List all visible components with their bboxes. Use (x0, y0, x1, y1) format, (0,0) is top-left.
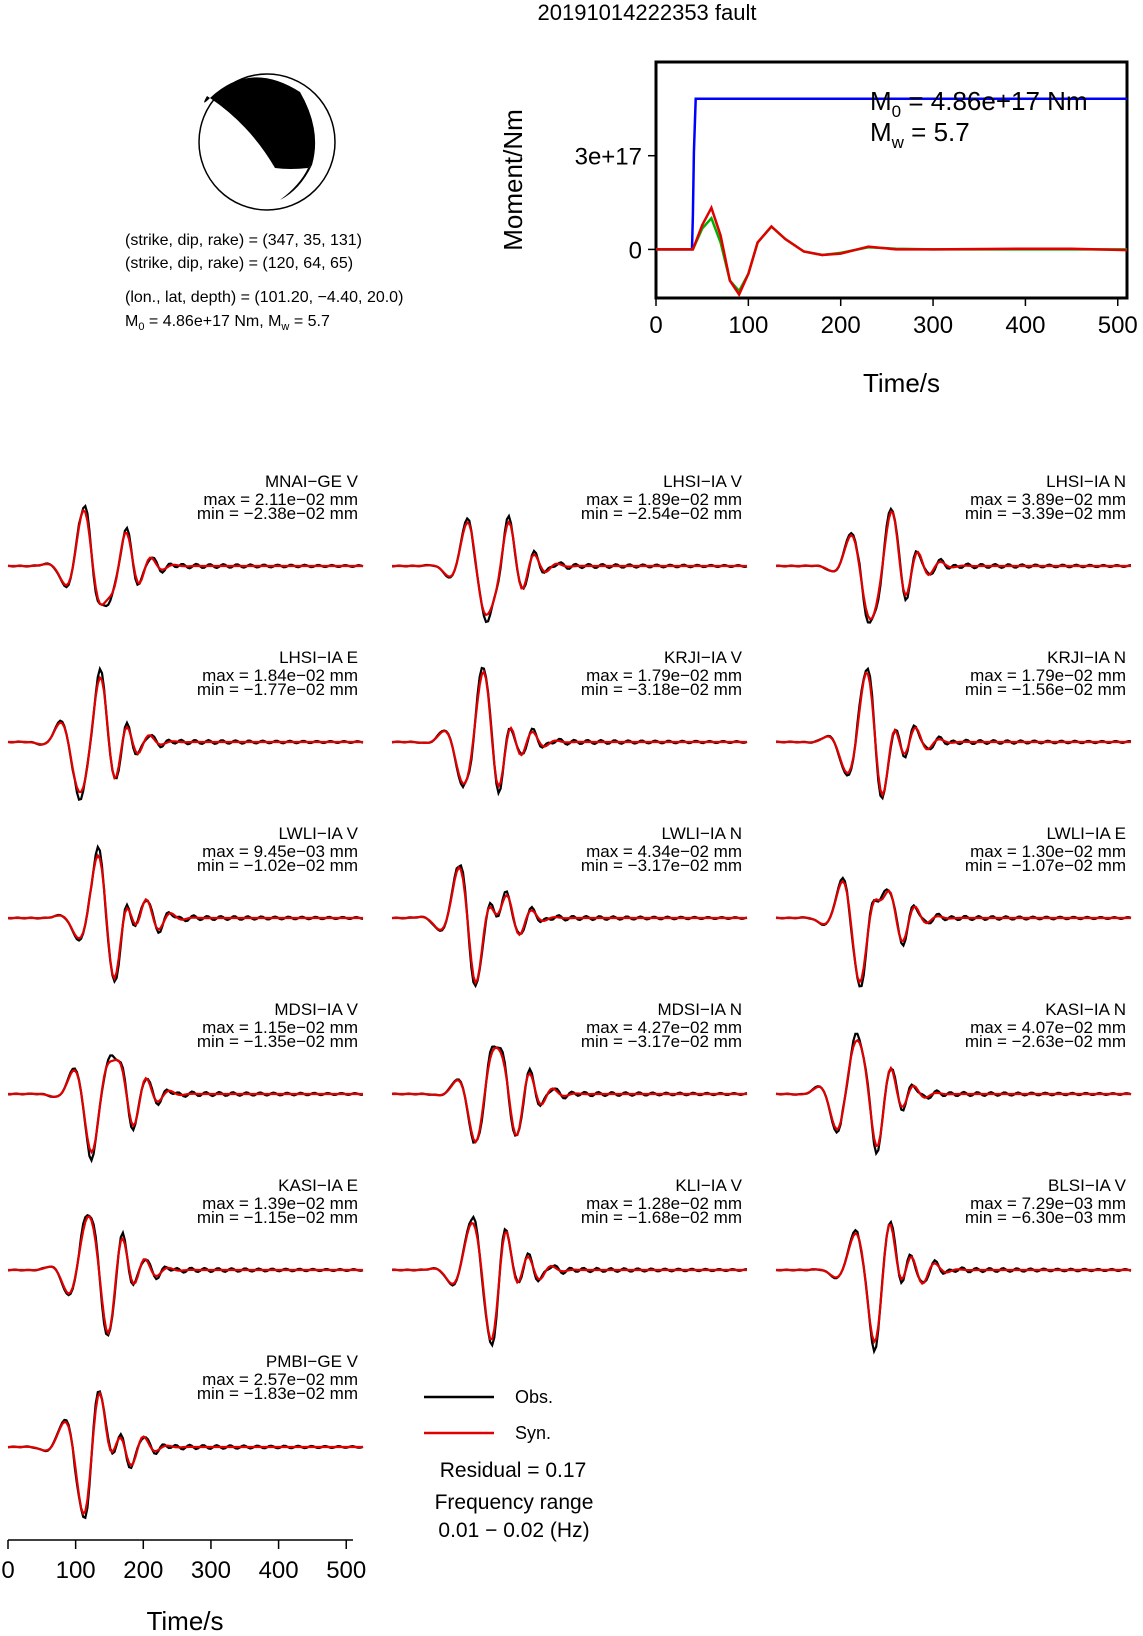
station-max: max = 4.34e−02 mm (586, 842, 742, 861)
station-name: LHSI−IA N (1046, 472, 1126, 491)
station-panel (776, 648, 1131, 798)
axis-tick-label: 100 (55, 1557, 96, 1584)
axis-tick-label: 400 (258, 1557, 299, 1584)
residual-text: Residual = 0.17 (439, 1459, 587, 1482)
station-panel (8, 1000, 363, 1160)
station-max: max = 4.07e−02 mm (970, 1018, 1126, 1037)
station-name: PMBI−GE V (265, 1352, 358, 1371)
station-max: max = 4.27e−02 mm (586, 1018, 742, 1037)
station-name: LWLI−IA V (278, 824, 358, 843)
moment-xlabel: Time/s (862, 368, 941, 398)
station-min: min = −3.17e−02 mm (580, 856, 742, 875)
station-name: KLI−IA V (675, 1176, 742, 1195)
station-min: min = −1.83e−02 mm (196, 1384, 358, 1403)
axis-tick-label: 500 (326, 1557, 367, 1584)
axis-tick-label: 0 (1, 1557, 15, 1584)
station-name: BLSI−IA V (1048, 1176, 1126, 1195)
station-max: max = 1.30e−02 mm (970, 842, 1126, 861)
station-max: max = 1.39e−02 mm (202, 1194, 358, 1213)
station-min: min = −2.63e−02 mm (964, 1032, 1126, 1051)
station-name: LWLI−IA N (661, 824, 742, 843)
waveform-panels (8, 472, 1131, 1518)
magnitude-line: $M_0 = 4.86e+17$ Nm, $M_w = 5.7$ (125, 313, 330, 333)
axis-xlabel: Time/s (146, 1606, 224, 1636)
station-name: LHSI−IA E (279, 648, 358, 667)
location: (lon., lat, depth) = (101.20, −4.40, 20.0) (125, 289, 404, 306)
moment-xtick-label: 100 (728, 312, 769, 339)
moment-annotation-m0: $M_0 = 4.86e+17$ Nm (870, 86, 1088, 121)
observed-trace (776, 878, 1131, 986)
observed-trace (8, 1215, 363, 1335)
station-panel (8, 472, 363, 606)
station-panel (8, 648, 363, 800)
moment-xtick-label: 200 (820, 312, 861, 339)
moment-ytick-label: 3e+17 (574, 143, 642, 171)
station-panel (8, 1176, 363, 1335)
station-min: min = −1.07e−02 mm (964, 856, 1126, 875)
moment-series-2 (656, 208, 1127, 295)
station-panel (776, 1000, 1131, 1153)
station-min: min = −3.39e−02 mm (964, 504, 1126, 523)
synthetic-trace (8, 1060, 363, 1152)
station-name: LWLI−IA E (1046, 824, 1126, 843)
station-panel (392, 1176, 747, 1345)
frequency-range: 0.01 − 0.02 (Hz) (438, 1519, 590, 1542)
observed-trace (8, 1392, 363, 1518)
station-panel (392, 648, 747, 793)
legend (424, 1387, 593, 1542)
station-max: max = 2.57e−02 mm (202, 1370, 358, 1389)
moment-rate-chart (498, 62, 1138, 398)
station-name: KASI−IA N (1045, 1000, 1126, 1019)
station-min: min = −6.30e−03 mm (964, 1208, 1126, 1227)
observed-trace (8, 1056, 363, 1161)
station-max: max = 7.29e−03 mm (970, 1194, 1126, 1213)
synthetic-trace (392, 868, 747, 983)
station-min: min = −1.35e−02 mm (196, 1032, 358, 1051)
moment-xtick-label: 0 (649, 312, 663, 339)
legend-syn-label: Syn. (515, 1423, 552, 1443)
mechanism-info (125, 232, 403, 333)
station-name: KRJI−IA V (664, 648, 742, 667)
station-min: min = −2.54e−02 mm (580, 504, 742, 523)
synthetic-trace (8, 1393, 363, 1514)
station-max: max = 1.89e−02 mm (586, 490, 742, 509)
observed-trace (392, 516, 747, 622)
moment-series-1 (656, 218, 1127, 291)
synthetic-trace (776, 881, 1131, 982)
station-max: max = 2.11e−02 mm (203, 490, 358, 509)
station-panel (8, 824, 363, 981)
beachball-icon (199, 74, 335, 210)
axis-tick-label: 200 (123, 1557, 164, 1584)
station-name: KASI−IA E (278, 1176, 358, 1195)
synthetic-trace (8, 511, 363, 605)
legend-obs-label: Obs. (515, 1387, 554, 1407)
moment-xtick-label: 300 (913, 312, 954, 339)
station-name: MDSI−IA V (274, 1000, 358, 1019)
moment-annotation-mw: $M_w = 5.7$ (870, 117, 970, 152)
axis-tick-label: 300 (190, 1557, 231, 1584)
station-panel (392, 472, 747, 622)
station-panel (392, 824, 747, 986)
station-max: max = 1.79e−02 mm (970, 666, 1126, 685)
station-min: min = −1.15e−02 mm (196, 1208, 358, 1227)
station-min: min = −3.17e−02 mm (580, 1032, 742, 1051)
synthetic-trace (392, 1223, 747, 1339)
station-panel (392, 1000, 747, 1143)
station-min: min = −3.18e−02 mm (580, 680, 742, 699)
station-min: min = −2.38e−02 mm (196, 504, 358, 523)
moment-ylabel: Moment/Nm (498, 109, 528, 251)
synthetic-trace (776, 1225, 1131, 1342)
station-panel (8, 1352, 363, 1518)
station-name: LHSI−IA V (663, 472, 742, 491)
station-name: KRJI−IA N (1047, 648, 1126, 667)
station-max: max = 1.15e−02 mm (202, 1018, 358, 1037)
station-max: max = 9.45e−03 mm (202, 842, 358, 861)
frequency-title: Frequency range (434, 1491, 594, 1514)
station-min: min = −1.56e−02 mm (964, 680, 1126, 699)
observed-trace (392, 1217, 747, 1345)
synthetic-trace (8, 1217, 363, 1334)
plane-2: (strike, dip, rake) = (120, 64, 65) (125, 255, 354, 272)
plane-1: (strike, dip, rake) = (347, 35, 131) (125, 232, 362, 249)
station-name: MDSI−IA N (657, 1000, 742, 1019)
moment-ytick-label: 0 (628, 237, 642, 265)
station-panel (776, 472, 1131, 623)
figure-title: 20191014222353 fault (537, 0, 757, 25)
moment-xtick-label: 400 (1005, 312, 1046, 339)
station-min: min = −1.02e−02 mm (196, 856, 358, 875)
station-min: min = −1.68e−02 mm (580, 1208, 742, 1227)
synthetic-trace (392, 1048, 747, 1142)
station-name: MNAI−GE V (264, 472, 358, 491)
synthetic-trace (776, 1040, 1131, 1146)
observed-trace (776, 1222, 1131, 1351)
station-max: max = 1.84e−02 mm (202, 666, 358, 685)
station-max: max = 1.79e−02 mm (586, 666, 742, 685)
station-panel (776, 1176, 1131, 1351)
station-max: max = 1.28e−02 mm (586, 1194, 742, 1213)
moment-xtick-label: 500 (1097, 312, 1138, 339)
station-min: min = −1.77e−02 mm (196, 680, 358, 699)
waveform-x-axis (1, 1540, 366, 1636)
station-panel (776, 824, 1131, 986)
station-max: max = 3.89e−02 mm (970, 490, 1126, 509)
